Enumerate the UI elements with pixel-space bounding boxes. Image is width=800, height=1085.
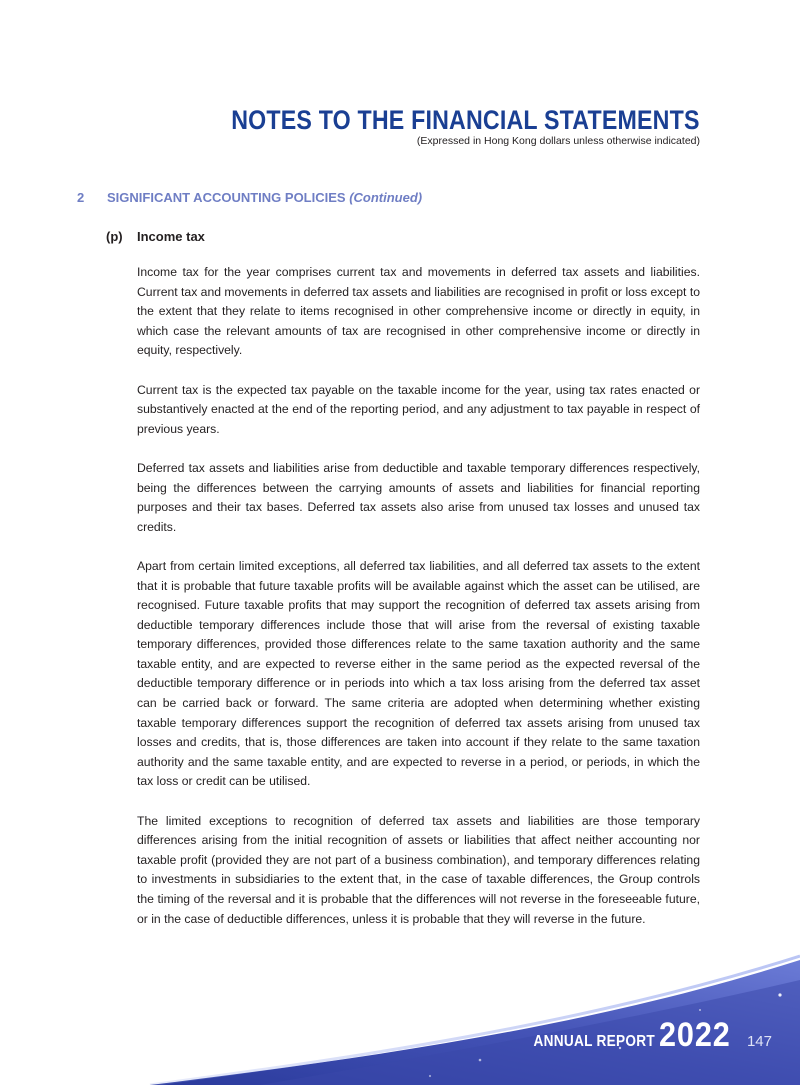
- page-subtitle: (Expressed in Hong Kong dollars unless otherwise indicated): [416, 135, 700, 147]
- report-year: 2022: [659, 1016, 732, 1054]
- section-continued: (Continued): [349, 190, 423, 205]
- body-text: [137, 263, 700, 949]
- paragraph: Income tax for the year comprises current tax and movements in deferred tax assets and liabilities. Current tax and movements in deferred tax assets and liabilities are recognised in profit or loss except to the extent that they relate to items recognised in other comprehensive income or directly in equity, in which case the relevant amounts of tax are recognised in other comprehensive income or directly in equity, respectively.: [137, 265, 700, 358]
- subsection-heading: [106, 229, 205, 244]
- footer-decoration: [0, 940, 800, 1085]
- subsection-label: (p): [106, 229, 123, 244]
- page-number: 147: [746, 1033, 772, 1050]
- section-title: SIGNIFICANT ACCOUNTING POLICIES: [107, 190, 346, 205]
- page-header: [155, 104, 700, 147]
- annual-report-label: ANNUAL REPORT: [533, 1033, 656, 1050]
- paragraph: Current tax is the expected tax payable on the taxable income for the year, using tax rates enacted or substantively enacted at the end of the reporting period, and any adjustment to tax payable in respect of previous years.: [137, 382, 700, 436]
- subsection-title: Income tax: [137, 229, 205, 244]
- section-heading: [77, 190, 422, 205]
- footer: [517, 1016, 772, 1055]
- paragraph: Apart from certain limited exceptions, all deferred tax liabilities, and all deferred tax assets to the extent that it is probable that future taxable profits will be available against which the asset can be utilised, are recognised. Future taxable profits that may support the recognition of deferred tax assets arising from deductible temporary differences include those that will arise from the reversal of existing taxable temporary differences, provided those differences relate to the same taxation authority and the same taxable entity, and are expected to reverse either in the same period as the expected reversal of the deductible temporary difference or in periods into which a tax loss arising from the deferred tax asset can be carried back or forward. The same criteria are adopted when determining whether existing taxable temporary differences support the recognition of deferred tax assets arising from unused tax losses and credits, that is, those differences are taken into account if they relate to the same taxation authority and the same taxable entity, and are expected to reverse in a period, or periods, in which the tax loss or credit can be utilised.: [137, 558, 700, 789]
- paragraph: Deferred tax assets and liabilities arise from deductible and taxable temporary differences respectively, being the differences between the carrying amounts of assets and liabilities for financial reporting purposes and their tax bases. Deferred tax assets also arise from unused tax losses and unused tax credits.: [137, 460, 700, 534]
- section-number: 2: [77, 190, 85, 205]
- paragraph: The limited exceptions to recognition of deferred tax assets and liabilities are those temporary differences arising from the initial recognition of assets or liabilities that affect neither accounting nor taxable profit (provided they are not part of a business combination), and temporary differences relating to investments in subsidiaries to the extent that, in the case of taxable differences, the Group controls the timing of the reversal and it is probable that the differences will not reverse in the foreseeable future, or in the case of deductible differences, unless it is probable that they will reverse in the future.: [137, 813, 700, 926]
- page-title: NOTES TO THE FINANCIAL STATEMENTS: [231, 105, 700, 135]
